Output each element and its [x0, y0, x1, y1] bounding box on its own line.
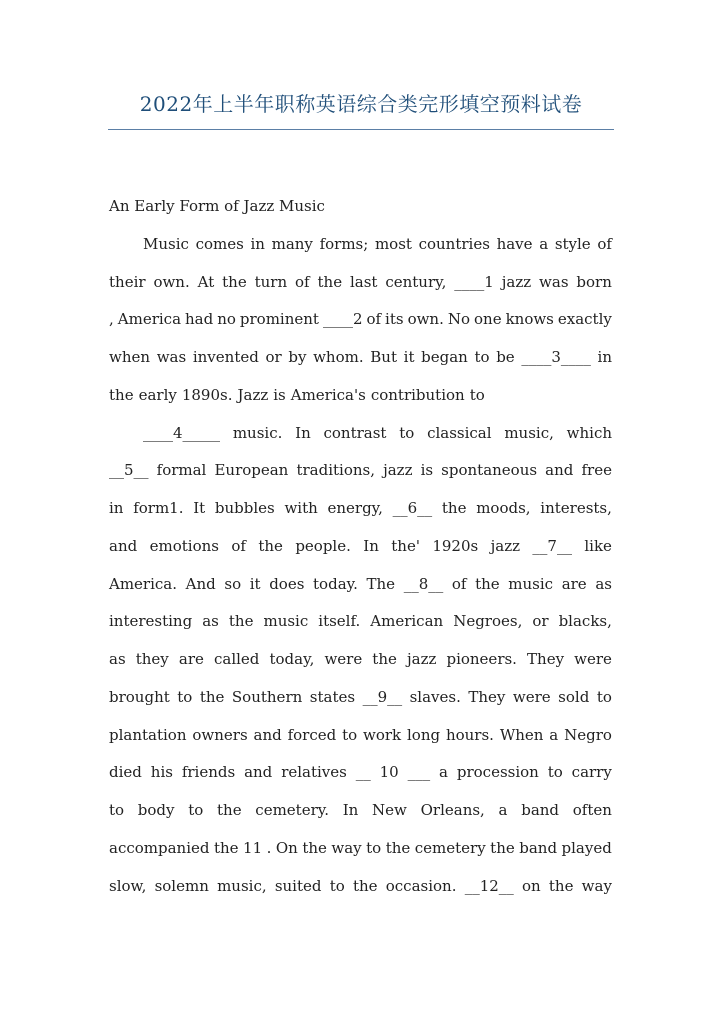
- word: At: [197, 272, 215, 291]
- word: today,: [269, 650, 315, 668]
- word: to: [329, 876, 345, 895]
- word: Southern: [231, 687, 303, 706]
- word: have: [496, 234, 533, 253]
- word: in: [109, 499, 124, 517]
- word: form1.: [133, 499, 184, 517]
- word: solemn: [154, 876, 209, 895]
- word: cemetery.: [255, 801, 330, 819]
- word: the: [490, 838, 515, 857]
- word: the: [258, 536, 283, 555]
- word: like: [584, 536, 612, 555]
- word: Negroes,: [453, 612, 523, 631]
- word: were: [324, 650, 363, 668]
- word: 10: [379, 763, 399, 782]
- word: accompanied: [109, 838, 210, 857]
- word: a: [539, 234, 549, 253]
- word: when: [109, 348, 151, 366]
- paragraph-line: [109, 306, 612, 344]
- word: of: [451, 574, 467, 593]
- word: the: [199, 687, 225, 706]
- word: the: [317, 272, 343, 291]
- word: was: [539, 272, 569, 291]
- word: Music: [143, 234, 189, 253]
- word: of: [366, 310, 382, 329]
- word: In: [342, 801, 359, 819]
- word: and: [545, 461, 574, 480]
- word: called: [213, 650, 260, 668]
- word: the: [548, 876, 574, 895]
- word: its: [385, 310, 404, 329]
- word: sold: [558, 687, 590, 706]
- word: .: [266, 838, 272, 857]
- word: When: [499, 725, 544, 744]
- word: exactly: [557, 310, 612, 329]
- word: to: [188, 801, 204, 819]
- word: and: [253, 725, 282, 744]
- word: many: [271, 234, 313, 253]
- word: is: [273, 385, 286, 404]
- word: cemetery: [414, 838, 486, 857]
- word: But: [370, 348, 397, 366]
- word: __5__: [109, 461, 149, 480]
- word: and: [244, 763, 273, 782]
- word: most: [374, 234, 412, 253]
- word: Jazz: [237, 385, 269, 404]
- word: countries: [418, 234, 490, 253]
- word: forms;: [319, 234, 369, 253]
- word: work: [363, 725, 402, 744]
- word: and: [109, 536, 138, 555]
- word: the: [217, 801, 242, 819]
- word: of: [231, 536, 246, 555]
- word: which: [566, 423, 612, 442]
- word: prominent: [239, 310, 319, 329]
- word: are: [178, 650, 204, 668]
- word: It: [193, 499, 206, 517]
- word: contribution: [370, 385, 465, 404]
- word: ,: [109, 310, 114, 329]
- word: states: [309, 687, 356, 706]
- word: the: [385, 838, 411, 857]
- word: itself.: [318, 612, 361, 631]
- word: by: [288, 348, 307, 366]
- word: to: [474, 348, 490, 366]
- word: in: [597, 348, 612, 366]
- word: the: [352, 876, 378, 895]
- word: a: [549, 725, 559, 744]
- word: __: [355, 763, 371, 782]
- word: style: [554, 234, 591, 253]
- word: European: [214, 461, 289, 480]
- paragraph-line: [109, 420, 612, 458]
- word: be: [496, 348, 515, 366]
- word: bubbles: [214, 499, 275, 517]
- word: one: [474, 310, 502, 329]
- word: ____4_____: [143, 423, 221, 442]
- word: knows: [505, 310, 554, 329]
- word: century,: [385, 272, 447, 291]
- word: energy,: [327, 499, 383, 517]
- paragraph-line: [109, 533, 612, 571]
- word: music: [508, 574, 554, 593]
- word: to: [547, 763, 563, 782]
- paragraph-line: [109, 759, 612, 797]
- word: __12__: [464, 876, 514, 895]
- word: contrast: [323, 423, 387, 442]
- paragraph-line: [109, 495, 612, 533]
- word: the: [109, 385, 134, 404]
- word: music,: [504, 423, 554, 442]
- word: as: [595, 574, 612, 593]
- paragraph-line: [109, 835, 612, 873]
- word: interesting: [109, 612, 193, 631]
- word: own.: [407, 310, 444, 329]
- word: comes: [195, 234, 244, 253]
- word: And: [185, 574, 216, 593]
- paragraph-line: [109, 684, 612, 722]
- word: Negro: [564, 725, 612, 744]
- word: so: [224, 574, 242, 593]
- word: jazz: [406, 650, 437, 668]
- word: the: [372, 650, 397, 668]
- word: America.: [109, 574, 178, 593]
- word: had: [185, 310, 214, 329]
- word: a: [498, 801, 508, 819]
- article-heading: [109, 193, 612, 231]
- word: spontaneous: [441, 461, 538, 480]
- word: In: [295, 423, 311, 442]
- word: their: [109, 272, 146, 291]
- word: music: [263, 612, 309, 631]
- word: The: [366, 574, 396, 593]
- paragraph-line: [109, 797, 612, 835]
- word: American: [370, 612, 444, 631]
- word: own.: [153, 272, 190, 291]
- word: slow,: [109, 876, 147, 895]
- word: 11: [243, 838, 263, 857]
- word: died: [109, 763, 142, 782]
- word: turn: [254, 272, 288, 291]
- word: band: [519, 838, 558, 857]
- word: were: [574, 650, 612, 668]
- word: played: [561, 838, 612, 857]
- word: suited: [274, 876, 322, 895]
- paragraph-line: [109, 646, 612, 684]
- word: was: [156, 348, 187, 366]
- word: __9__: [362, 687, 403, 706]
- word: a: [439, 763, 448, 782]
- word: __6__: [392, 499, 433, 517]
- word: ____3____: [521, 348, 591, 366]
- word: body: [137, 801, 175, 819]
- word: ____2: [322, 310, 363, 329]
- word: to: [469, 385, 485, 404]
- word: with: [284, 499, 318, 517]
- word: America's: [290, 385, 366, 404]
- word: blacks,: [558, 612, 612, 631]
- word: America: [117, 310, 182, 329]
- title-underline: [108, 129, 614, 130]
- word: as: [202, 612, 219, 631]
- article-body: [109, 193, 612, 910]
- paragraph-line: [109, 269, 612, 307]
- word: They: [527, 650, 565, 668]
- word: carry: [571, 763, 612, 782]
- word: are: [561, 574, 587, 593]
- word: 1920s: [432, 536, 479, 555]
- word: they: [135, 650, 169, 668]
- word: the: [475, 574, 500, 593]
- word: to: [109, 801, 125, 819]
- word: forced: [287, 725, 337, 744]
- word: In: [363, 536, 379, 555]
- word: no: [217, 310, 236, 329]
- word: of: [597, 234, 612, 253]
- word: relatives: [281, 763, 347, 782]
- word: jazz: [490, 536, 521, 555]
- word: on: [521, 876, 541, 895]
- word: or: [265, 348, 282, 366]
- word: as: [109, 650, 126, 668]
- word: No: [447, 310, 471, 329]
- word: ___: [407, 763, 431, 782]
- paragraph-line: [109, 873, 612, 911]
- word: emotions: [149, 536, 219, 555]
- word: to: [399, 423, 415, 442]
- word: last: [349, 272, 378, 291]
- word: the: [302, 838, 327, 857]
- word: band: [521, 801, 560, 819]
- word: __7__: [532, 536, 572, 555]
- document-title: 2022年上半年职称英语综合类完形填空预料试卷: [139, 92, 583, 116]
- word: to: [177, 687, 193, 706]
- word: New: [372, 801, 407, 819]
- word: early: [138, 385, 177, 404]
- word: procession: [456, 763, 539, 782]
- word: his: [150, 763, 173, 782]
- word: friends: [181, 763, 236, 782]
- word: the: [213, 838, 239, 857]
- word: to: [366, 838, 382, 857]
- word: formal: [156, 461, 207, 480]
- word: were: [512, 687, 551, 706]
- paragraph-line: [109, 457, 612, 495]
- word: long: [407, 725, 441, 744]
- word: the': [391, 536, 420, 555]
- word: music,: [217, 876, 267, 895]
- word: occasion.: [385, 876, 457, 895]
- word: often: [572, 801, 612, 819]
- word: They: [468, 687, 506, 706]
- word: way: [331, 838, 362, 857]
- word: hours.: [445, 725, 494, 744]
- paragraph-line: [109, 722, 612, 760]
- word: in: [250, 234, 265, 253]
- word: people.: [295, 536, 351, 555]
- word: to: [596, 687, 612, 706]
- word: began: [421, 348, 468, 366]
- paragraph-line: [109, 608, 612, 646]
- word: free: [581, 461, 612, 480]
- word: classical: [427, 423, 492, 442]
- word: jazz: [383, 461, 413, 480]
- word: is: [420, 461, 434, 480]
- word: music.: [232, 423, 283, 442]
- paragraph-line: [109, 344, 612, 382]
- word: invented: [192, 348, 259, 366]
- article-heading-text: An Early Form of Jazz Music: [109, 197, 325, 215]
- word: the: [222, 272, 247, 291]
- word: jazz: [501, 272, 532, 291]
- word: whom.: [313, 348, 364, 366]
- word: moods,: [476, 499, 531, 517]
- word: pioneers.: [446, 650, 517, 668]
- paragraph-line: [109, 382, 612, 420]
- word: traditions,: [296, 461, 375, 480]
- word: of: [295, 272, 310, 291]
- word: to: [342, 725, 358, 744]
- word: it: [249, 574, 261, 593]
- word: born: [576, 272, 612, 291]
- word: interests,: [540, 499, 612, 517]
- word: 1890s.: [181, 385, 233, 404]
- word: does: [269, 574, 305, 593]
- word: slaves.: [409, 687, 461, 706]
- paragraph-line: [109, 231, 612, 269]
- word: On: [275, 838, 298, 857]
- word: brought: [109, 687, 170, 706]
- word: plantation: [109, 725, 187, 744]
- word: Orleans,: [420, 801, 485, 819]
- word: __8__: [403, 574, 444, 593]
- word: it: [403, 348, 415, 366]
- paragraph-line: [109, 571, 612, 609]
- word: or: [532, 612, 549, 631]
- word: the: [441, 499, 467, 517]
- word: ____1: [454, 272, 494, 291]
- word: the: [228, 612, 254, 631]
- word: way: [581, 876, 612, 895]
- word: owners: [192, 725, 248, 744]
- word: today.: [313, 574, 358, 593]
